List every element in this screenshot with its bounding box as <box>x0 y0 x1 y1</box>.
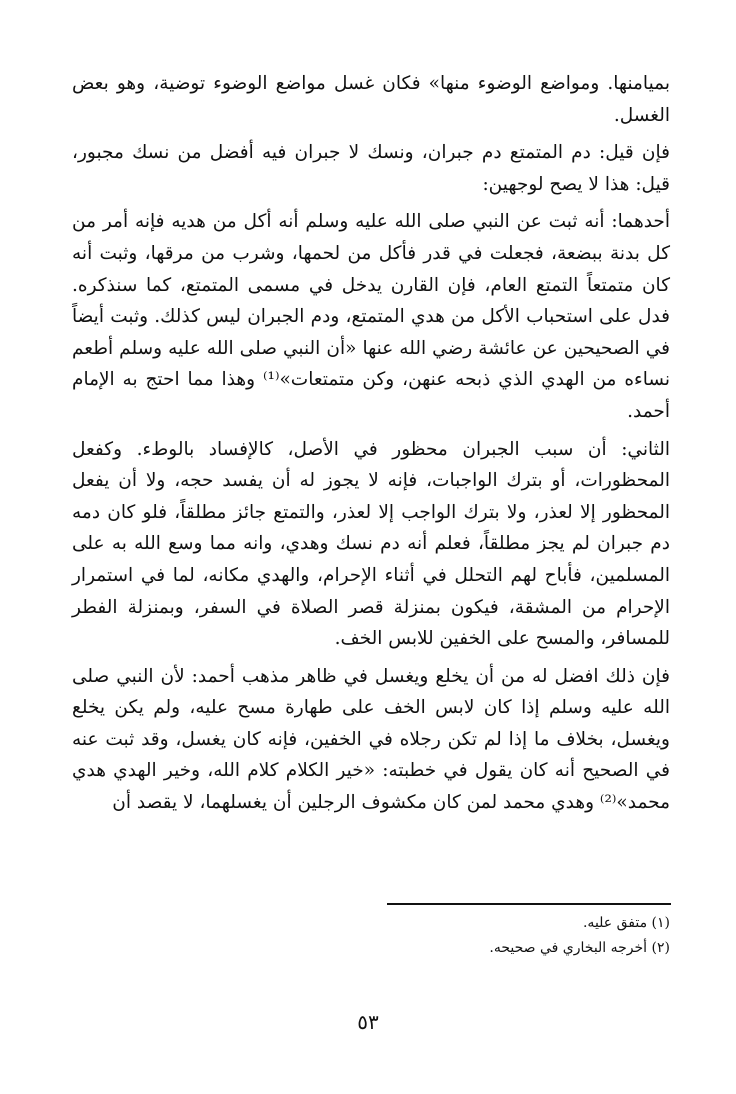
footnotes <box>72 911 670 961</box>
paragraph-khuff-analogy: فإن ذلك افضل له من أن يخلع ويغسل في ظاهر مذهب أحمد: لأن النبي صلى الله عليه وسلم إذا كان لابس الخف على طهارة مسح عليه، ولم يكن يخلع ويغسل، بخلاف ما إذا لم تكن رجلاه في الخفين، فإنه كان يغسل، وقد ثبت عنه في الصحيح أنه كان يقول في خطبته: «خير الكلام كلام الله، وخير الهدي هدي محمد»⁽²⁾ وهدي محمد لمن كان مكشوف الرجلين أن يغسلهما، لا يقصد أن <box>72 665 670 814</box>
page-number: ٥٣ <box>357 1010 379 1034</box>
footnote-1: (١) متفق عليه. <box>582 915 670 931</box>
footnote-divider <box>387 903 671 905</box>
main-text <box>72 68 670 825</box>
paragraph-objection: فإن قيل: دم المتمتع دم جبران، ونسك لا جبران فيه أفضل من نسك مجبور، قيل: هذا لا يصح لوجهين: <box>72 142 670 195</box>
paragraph-continuation: بميامنها. ومواضع الوضوء منها» فكان غسل مواضع الوضوء توضية، وهو بعض الغسل. <box>72 73 670 126</box>
footnote-2: (٢) أخرجه البخاري في صحيحه. <box>489 940 670 956</box>
paragraph-second-reason: الثاني: أن سبب الجبران محظور في الأصل، كالإفساد بالوطء. وكفعل المحظورات، أو بترك الواجبات، فإنه لا يجوز له أن يفسد حجه، ولا أن يفعل المحظور إلا لعذر، ولا بترك الواجب إلا لعذر، والتمتع جائز مطلقاً، فلو كان دمه دم جبران لم يجز مطلقاً، فعلم أنه دم نسك وهدي، وانه مما وسع الله به على المسلمين، فأباح لهم التحلل في أثناء الإحرام، والهدي مكانه، لما في استمرار الإحرام من المشقة، فيكون بمنزلة قصر الصلاة في السفر، وبمنزلة الفطر للمسافر، والمسح على الخفين للابس الخف. <box>72 438 670 650</box>
paragraph-first-reason: أحدهما: أنه ثبت عن النبي صلى الله عليه وسلم أنه أكل من هديه فإنه أمر من كل بدنة ببضعة، فجعلت في قدر فأكل من لحمها، وشرب من مرقها، وثبت أنه كان متمتعاً التمتع العام، فإن القارن يدخل في مسمى المتمتع، كما سنذكره. فدل على استحباب الأكل من هدي المتمتع، ودم الجبران ليس كذلك. وثبت أيضاً في الصحيحين عن عائشة رضي الله عنها «أن النبي صلى الله عليه وسلم أطعم نساءه من الهدي الذي ذبحه عنهن، وكن متمتعات»⁽¹⁾ وهذا مما احتج به الإمام أحمد. <box>72 211 671 422</box>
